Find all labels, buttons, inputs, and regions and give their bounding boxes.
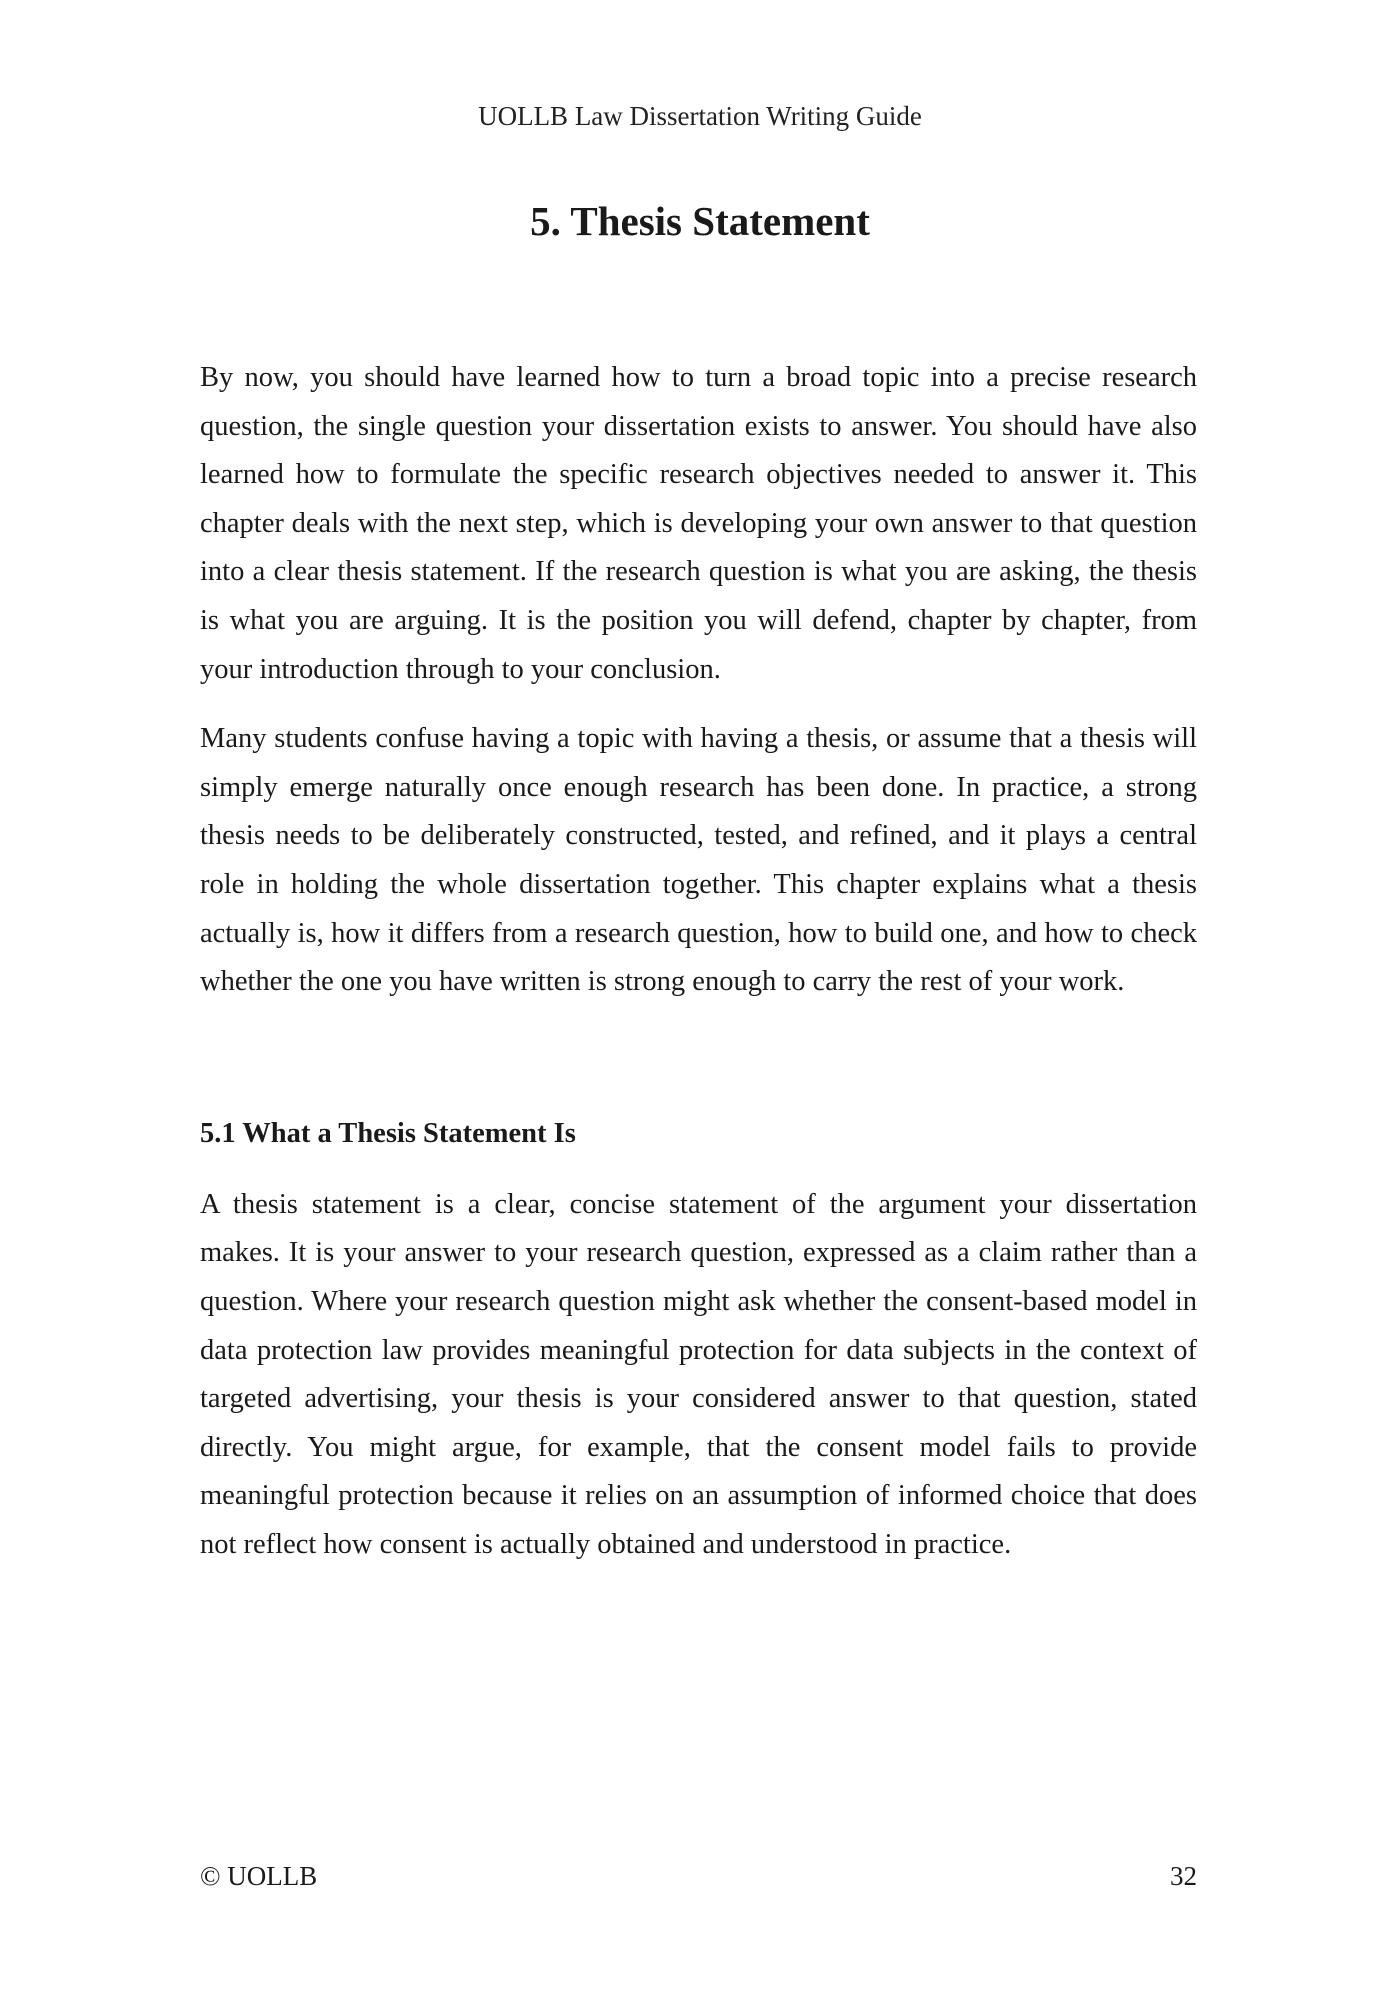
page-content [200,354,1197,1569]
intro-paragraph-1: By now, you should have learned how to turn a broad topic into a precise research question, the single question your dissertation exists to answer. You should have also learned how to formulate the specific research objectives needed to answer it. This chapter deals with the next step, which is developing your own answer to that question into a clear thesis statement. If the research question is what you are asking, the thesis is what you are arguing. It is the position you will defend, chapter by chapter, from your introduction through to your conclusion. [200,362,1197,685]
chapter-title: 5. Thesis Statement [530,198,870,244]
section-5-1-paragraph-1: A thesis statement is a clear, concise statement of the argument your dissertation makes. It is your answer to your research question, expressed as a claim rather than a question. Where your research question might ask whether the consent-based model in data protection law provides meaningful protection for data subjects in the context of targeted advertising, your thesis is your considered answer to that question, stated directly. You might argue, for example, that the consent model fails to provide meaningful protection because it relies on an assumption of informed choice that does not reflect how consent is actually obtained and understood in practice. [200,1188,1197,1560]
intro-paragraph-2: Many students confuse having a topic with having a thesis, or assume that a thesis will simply emerge naturally once enough research has been done. In practice, a strong thesis needs to be deliberately constructed, tested, and refined, and it plays a central role in holding the whole dissertation together. This chapter explains what a thesis actually is, how it differs from a research question, how to build one, and how to check whether the one you have written is strong enough to carry the rest of your work. [200,723,1197,998]
running-header: UOLLB Law Dissertation Writing Guide [478,101,922,131]
footer-copyright: © UOLLB [200,1861,318,1891]
footer-page-number: 32 [1170,1861,1197,1891]
section-heading-5-1: 5.1 What a Thesis Statement Is [200,1117,576,1149]
